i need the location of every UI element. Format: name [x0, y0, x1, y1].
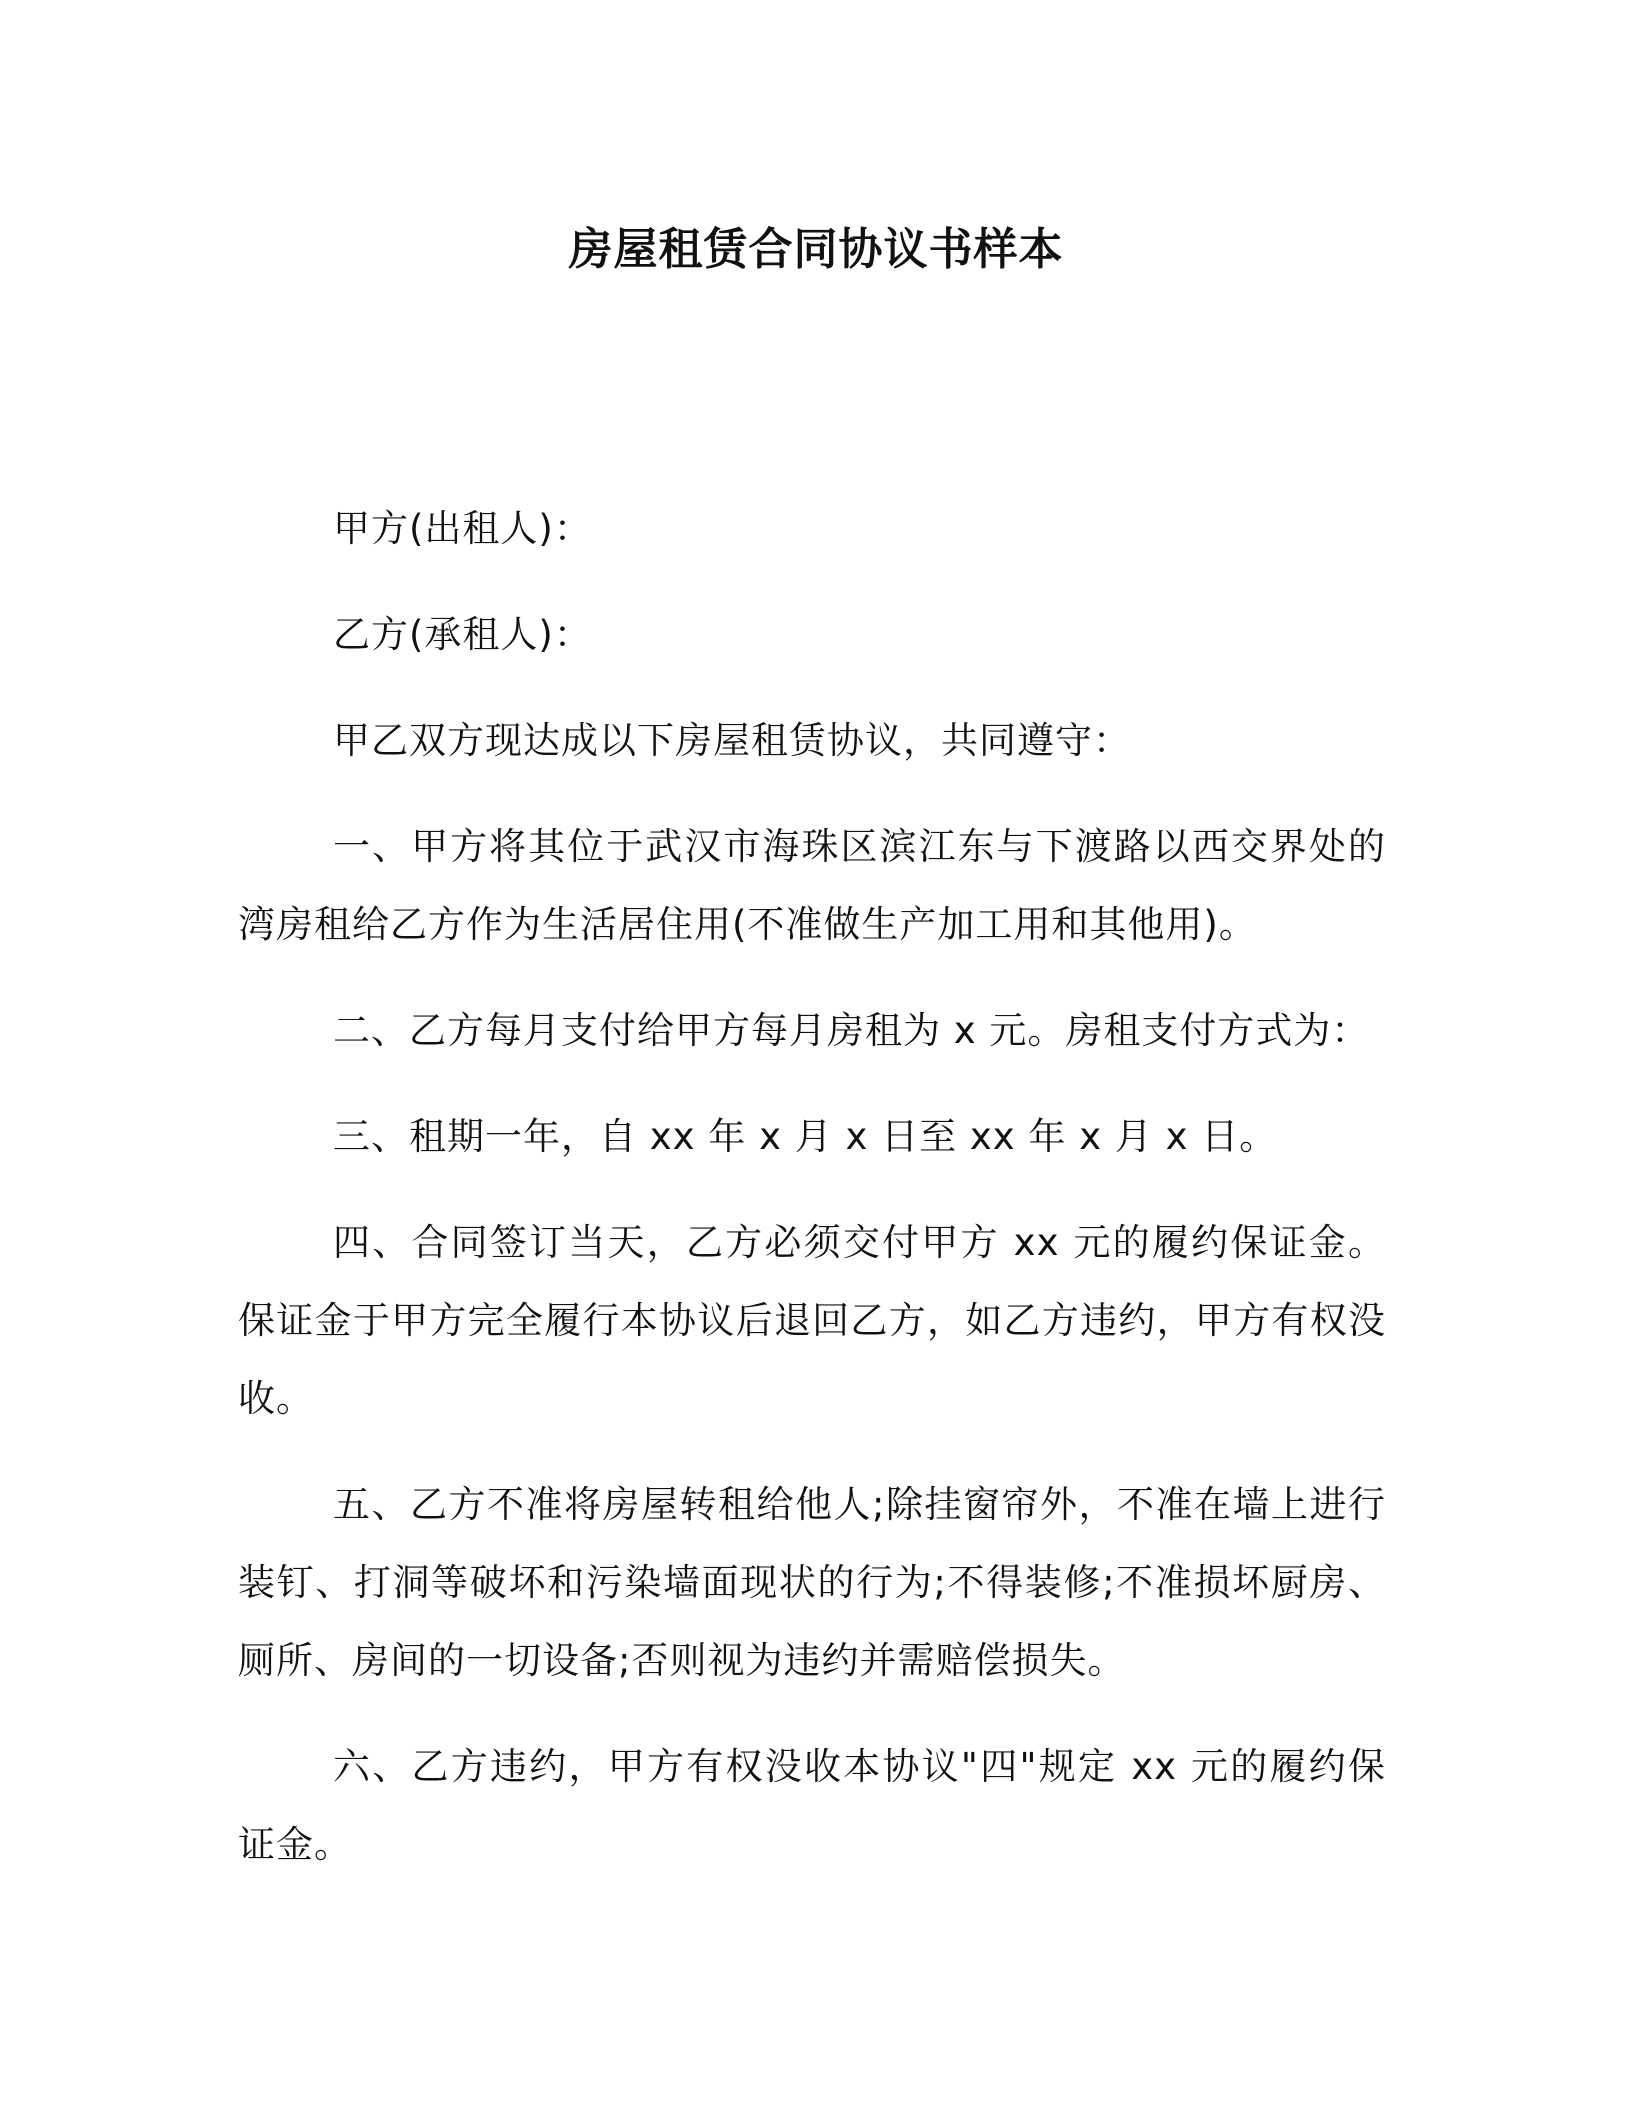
clause-5: 五、乙方不准将房屋转租给他人;除挂窗帘外，不准在墙上进行装钉、打洞等破坏和污染墙面现状的行为;不得装修;不准损坏厨房、厕所、房间的一切设备;否则视为违约并需赔偿损失。	[238, 1483, 1386, 1682]
clause-3: 三、租期一年，自 xx 年 x 月 x 日至 xx 年 x 月 x 日。	[333, 1115, 1278, 1158]
clause-6: 六、乙方违约，甲方有权没收本协议"四"规定 xx 元的履约保证金。	[238, 1745, 1386, 1866]
document-title: 房屋租赁合同协议书样本	[568, 224, 1064, 275]
document-body	[238, 490, 1386, 1912]
clause-2: 二、乙方每月支付给甲方每月房租为 x 元。房租支付方式为：	[333, 1009, 1370, 1052]
agreement-intro: 甲乙双方现达成以下房屋租赁协议，共同遵守：	[333, 719, 1131, 762]
clause-4: 四、合同签订当天，乙方必须交付甲方 xx 元的履约保证金。保证金于甲方完全履行本协议后退回乙方，如乙方违约，甲方有权没收。	[238, 1221, 1386, 1420]
party-a-line: 甲方(出租人)：	[333, 507, 592, 550]
party-b-line: 乙方(承租人)：	[333, 613, 592, 656]
clause-1: 一、甲方将其位于武汉市海珠区滨江东与下渡路以西交界处的湾房租给乙方作为生活居住用(不准做生产加工用和其他用)。	[238, 825, 1386, 946]
